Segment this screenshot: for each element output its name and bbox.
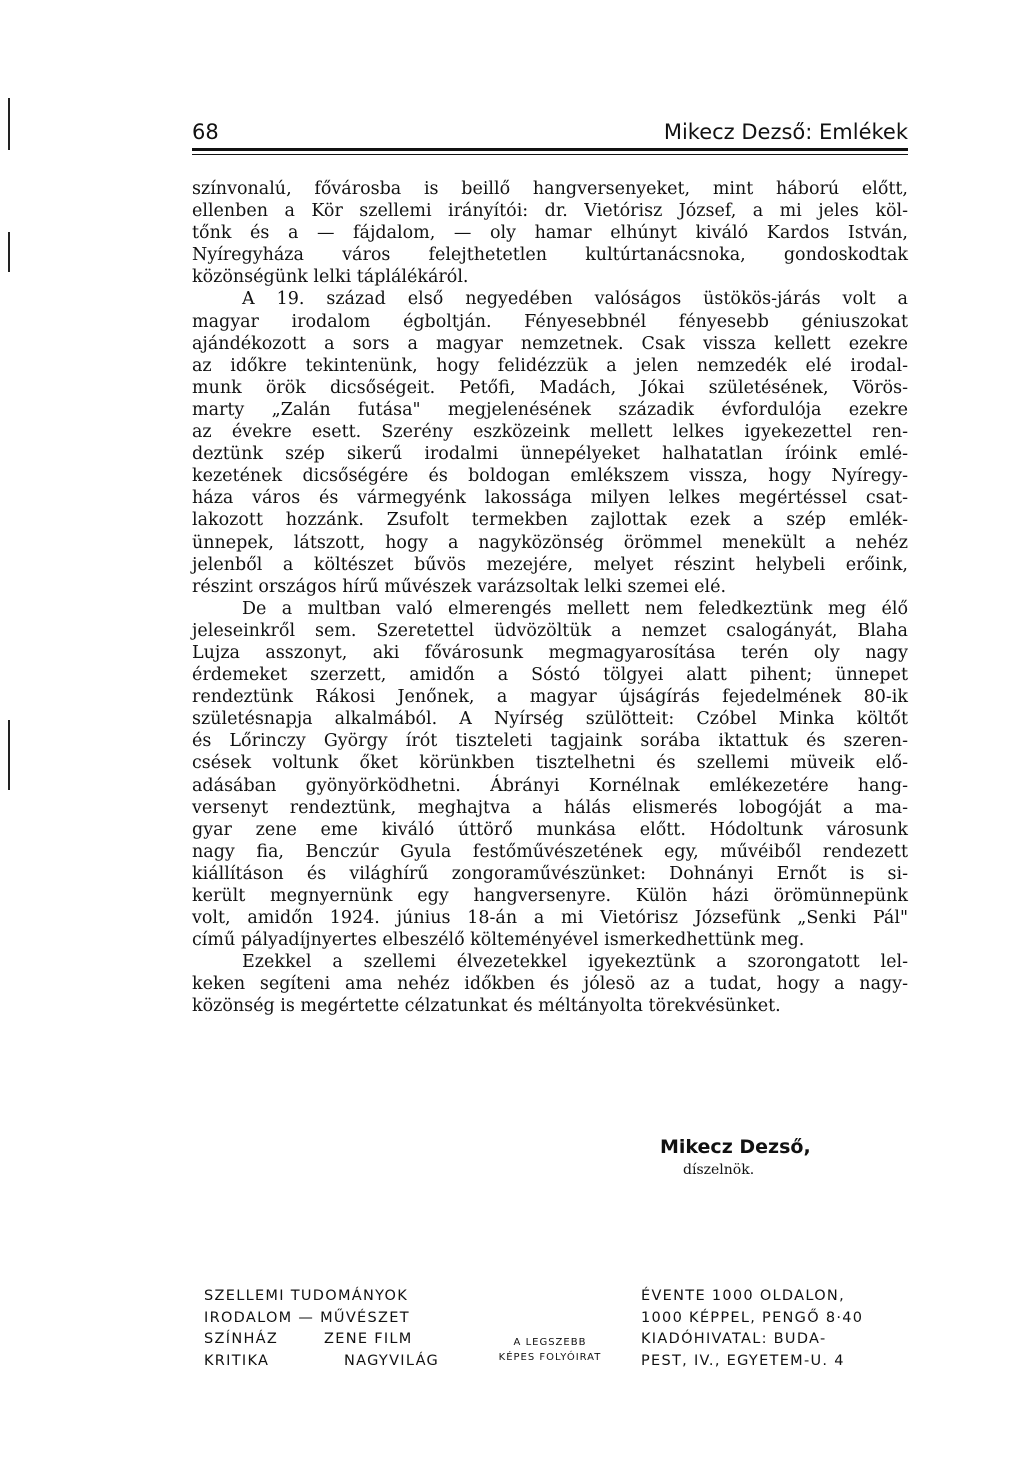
text-line: gyar zene eme kiváló úttörő munkása előtt. Hódoltunk városunk	[192, 819, 908, 840]
footer-right-row: KIADÓHIVATAL: BUDA-	[641, 1331, 827, 1347]
text-line: magyar irodalom égboltján. Fényesebbnél fényesebb géniuszokat	[192, 311, 908, 332]
footer-middle-line2: KÉPES FOLYÓIRAT	[498, 1352, 602, 1363]
page-number: 68	[192, 120, 219, 144]
header-rule-thin	[192, 154, 908, 155]
text-line: tőnk és a — fájdalom, — oly hamar elhúnyt kiváló Kardos István,	[192, 223, 908, 244]
footer-left-column	[204, 1288, 454, 1374]
text-line: Nyíregyháza város felejthetetlen kultúrtanácsnoka, gondoskodtak	[192, 245, 908, 266]
footer-left-text: IRODALOM — MŰVÉSZET	[204, 1309, 410, 1326]
text-line: volt, amidőn 1924. június 18-án a mi Vietórisz Józsefünk „Senki Pál"	[192, 908, 908, 929]
text-line: lakozott hozzánk. Zsufolt termekben zajlottak ezek a szép emlék-	[192, 510, 908, 531]
footer-right-row: PEST, IV., EGYETEM-U. 4	[641, 1352, 845, 1369]
text-line: háza város és vármegyénk lakossága milyen lelkes megértéssel csat-	[192, 488, 908, 509]
text-line: közönség is megértette célzatunkat és méltányolta törekvésünket.	[192, 996, 781, 1017]
footer-left-text: SZÍNHÁZ	[204, 1331, 279, 1347]
text-line: ellenben a Kör szellemi irányítói: dr. Vietórisz József, a mi jeles köl-	[192, 201, 908, 222]
text-line: munk örök dicsőségeit. Petőfi, Madách, Jókai születésének, Vörös-	[192, 377, 908, 398]
text-line: érdemeket szerzett, amidőn a Sóstó tölgyei alatt pihent; ünnepet	[192, 665, 908, 686]
footer-left-text: SZELLEMI TUDOMÁNYOK	[204, 1288, 409, 1304]
footer-left-row	[204, 1288, 454, 1310]
text-line: keken segíteni ama nehéz időkben és jólesö az a tudat, hogy a nagy-	[192, 974, 908, 995]
text-line: kiállításon és világhírű zongoraművészünket: Dohnányi Ernőt is si-	[192, 863, 908, 884]
footer-right-column	[641, 1288, 911, 1374]
text-line: részint országos hírű művészek varázsoltak lelki szemei elé.	[192, 576, 727, 597]
footer-middle	[470, 1335, 630, 1365]
text-line: ünnepek, látszott, hogy a nagyközönség örömmel menekült a nehéz	[192, 532, 908, 553]
text-line: deztünk szép sikerű irodalmi ünnepélyeket halhatatlan íróink emlé-	[192, 444, 908, 465]
footer-right-row: 1000 KÉPPEL, PENGŐ 8·40	[641, 1309, 864, 1326]
text-line: az évekre esett. Szerény eszközeink mellett lelkes igyekezettel ren-	[192, 422, 908, 443]
text-line: versenyt rendeztünk, meghajtva a hálás elismerés lobogóját a ma-	[192, 797, 908, 818]
text-line: születésnapja alkalmából. A Nyírség szülötteit: Czóbel Minka költőt	[192, 709, 908, 730]
text-line: került megnyernünk egy hangversenyre. Külön házi örömünnepünk	[192, 886, 908, 906]
footer-right-row: ÉVENTE 1000 OLDALON,	[641, 1288, 845, 1304]
text-line: jelenből a költészet bűvös mezejére, melyet részint helybeli erőink,	[192, 554, 908, 575]
text-line: színvonalú, fővárosba is beillő hangversenyeket, mint háború előtt,	[192, 179, 908, 199]
text-line: De a multban való elmerengés mellett nem feledkeztünk meg élő	[242, 598, 908, 619]
footer-left-text: KRITIKA	[204, 1352, 270, 1369]
running-title: Mikecz Dezső: Emlékek	[663, 120, 908, 144]
signature-title: díszelnök.	[683, 1162, 755, 1178]
text-line: jeleseinkről sem. Szeretettel üdvözöltük a nemzet csalogányát, Blaha	[192, 620, 908, 641]
header-rule-thick	[192, 148, 908, 151]
text-line: kezetének dicsőségére és boldogan emlékszem vissza, hogy Nyíregy-	[192, 466, 908, 487]
text-line: marty „Zalán futása" megjelenésének századik évfordulója ezekre	[192, 399, 908, 420]
text-line: című pályadíjnyertes elbeszélő költeményével ismerkedhettünk meg.	[192, 930, 805, 951]
signature-name: Mikecz Dezső,	[660, 1136, 811, 1158]
scan-edge-mark	[8, 232, 10, 272]
page-header	[192, 120, 908, 150]
scan-edge-mark	[8, 98, 10, 150]
footer-left-row	[204, 1353, 454, 1375]
footer-left-row	[204, 1310, 454, 1332]
text-line: csések voltunk őket körünkben tisztelhetni és szellemi müveik elő-	[192, 753, 908, 774]
footer-left-text-secondary: ZENE FILM	[324, 1331, 413, 1347]
text-line: rendeztünk Rákosi Jenőnek, a magyar újságírás fejedelmének 80-ik	[192, 687, 908, 708]
scan-edge-mark	[8, 720, 10, 790]
text-line: az időkre tekintenünk, hogy felidézzük a jelen nemzedék elé irodal-	[192, 355, 908, 376]
text-line: Ezekkel a szellemi élvezetekkel igyekeztünk a szorongatott lel-	[242, 952, 908, 973]
text-line: ajándékozott a sors a magyar nemzetnek. Csak vissza kellett ezekre	[192, 333, 908, 354]
text-line: nagy fia, Benczúr Gyula festőművészetének egy, művéiből rendezett	[192, 841, 908, 862]
text-line: közönségünk lelki táplálékáról.	[192, 267, 469, 288]
text-line: és Lőrinczy György írót tiszteleti tagjaink sorába iktattuk és szeren-	[192, 731, 908, 752]
text-line: adásában gyönyörködhetni. Ábrányi Kornélnak emlékezetére hang-	[192, 775, 908, 796]
footer-left-text-secondary: NAGYVILÁG	[344, 1352, 440, 1369]
footer-left-row	[204, 1331, 454, 1353]
text-line: Lujza asszonyt, aki fővárosunk megmagyarosítása terén oly nagy	[192, 642, 908, 663]
text-line: A 19. század első negyedében valóságos üstökös-járás volt a	[242, 289, 908, 310]
footer-middle-line1: A LEGSZEBB	[513, 1337, 587, 1348]
body-text	[192, 178, 908, 1018]
